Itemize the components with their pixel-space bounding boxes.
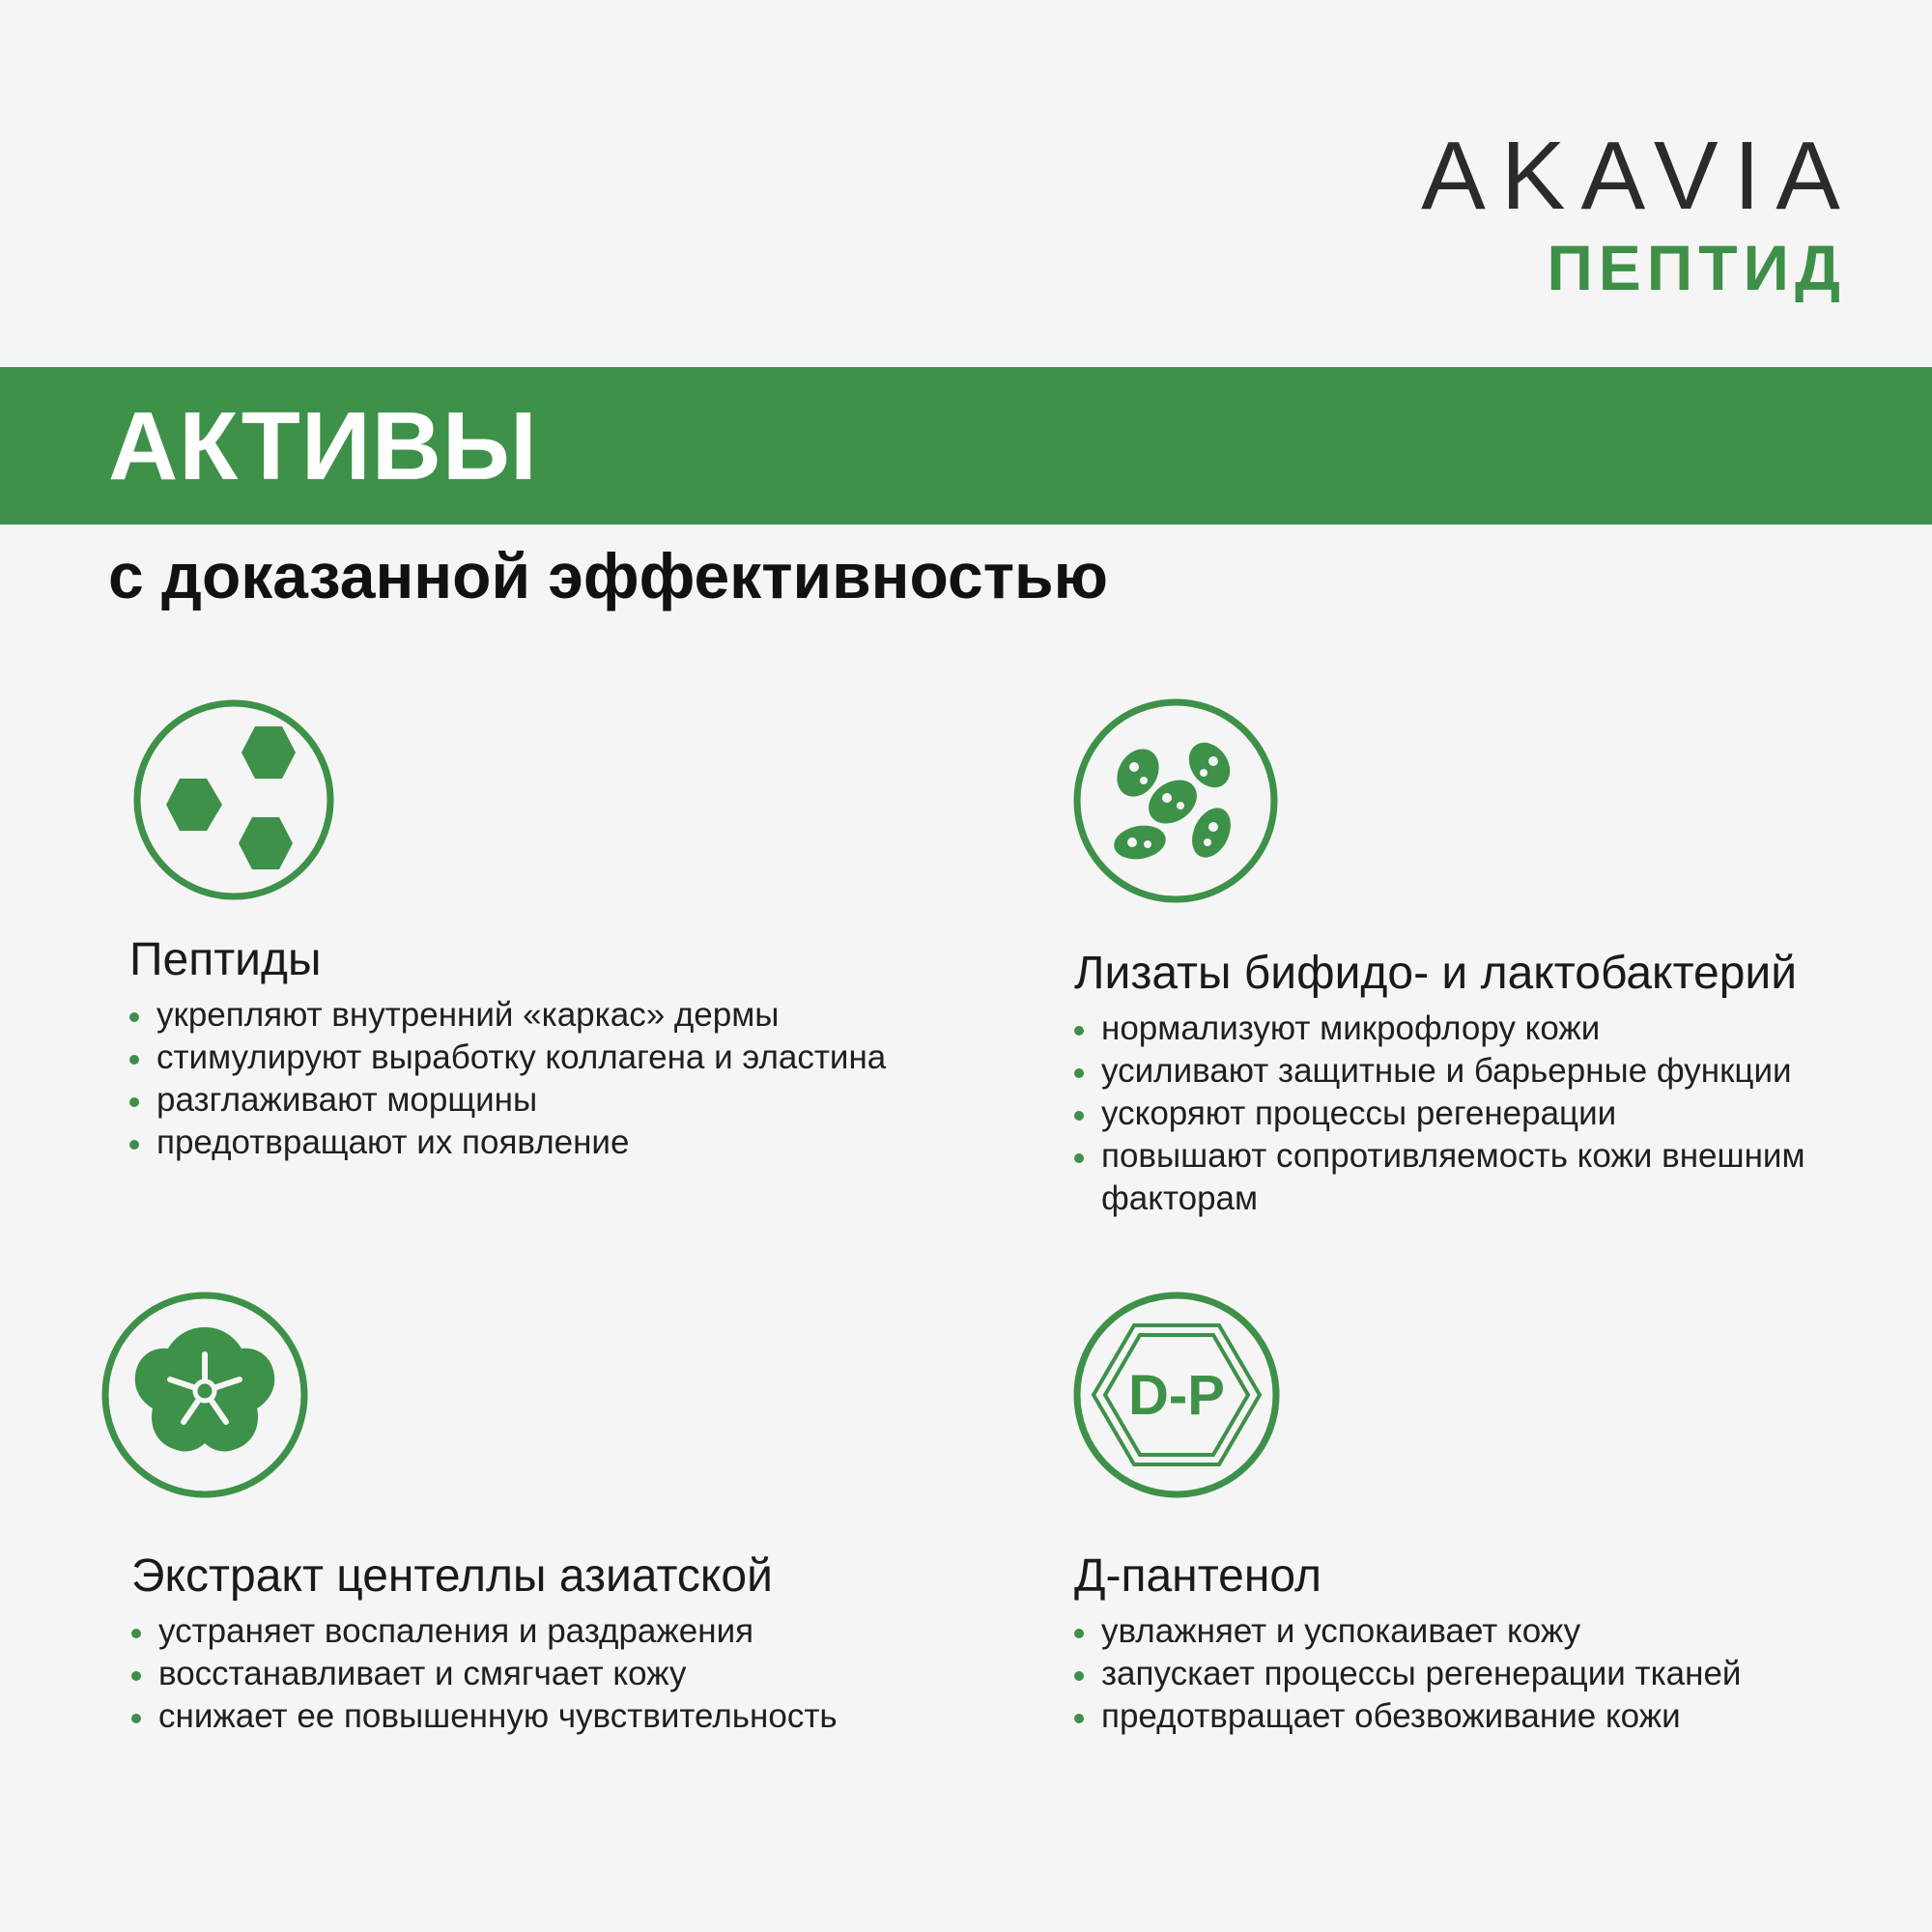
- bullet-icon: [129, 1097, 139, 1107]
- list-item: усиливают защитные и барьерные функции: [1074, 1050, 1805, 1093]
- bullet-icon: [1074, 1714, 1084, 1723]
- list-item: ускоряют процессы регенерации: [1074, 1093, 1805, 1135]
- bullet-icon: [1074, 1026, 1084, 1036]
- page-subtitle: с доказанной эффективностью: [108, 540, 1108, 611]
- bullet-icon: [129, 1012, 139, 1022]
- benefit-list: [129, 994, 886, 1164]
- card-centella: [131, 1549, 838, 1738]
- benefit-list: [131, 1610, 838, 1738]
- list-item: устраняет воспаления и раздражения: [131, 1610, 838, 1653]
- bullet-icon: [131, 1671, 141, 1681]
- benefit-list: [1074, 1610, 1741, 1738]
- title-banner: [0, 367, 1932, 525]
- brand-name: AKAVIA: [1421, 122, 1856, 230]
- bullet-icon: [1074, 1111, 1084, 1121]
- bullet-icon: [1074, 1153, 1084, 1163]
- list-item: повышают сопротивляемость кожи внешним: [1074, 1135, 1805, 1178]
- list-item: укрепляют внутренний «каркас» дермы: [129, 994, 886, 1037]
- card-title: Пептиды: [129, 934, 322, 985]
- list-item: предотвращает обезвоживание кожи: [1074, 1695, 1741, 1738]
- bullet-icon: [131, 1714, 141, 1723]
- bullet-icon: [131, 1629, 141, 1638]
- card-peptides: [129, 933, 886, 1164]
- list-item: стимулируют выработку коллагена и эластина: [129, 1037, 886, 1079]
- card-title: Лизаты бифидо- и лактобактерий: [1074, 948, 1798, 999]
- card-lysates: [1074, 947, 1805, 1220]
- list-item: запускает процессы регенерации тканей: [1074, 1653, 1741, 1695]
- bullet-icon: [129, 1140, 139, 1150]
- bullet-icon: [1074, 1671, 1084, 1681]
- list-item: предотвращают их появление: [129, 1122, 886, 1164]
- brand-subline: ПЕПТИД: [1547, 232, 1846, 303]
- card-title: Д-пантенол: [1074, 1550, 1321, 1602]
- d-panthenol-label: D-P: [1128, 1364, 1225, 1427]
- bacteria-icon: [1072, 697, 1279, 904]
- list-item: разглаживают морщины: [129, 1079, 886, 1122]
- list-item: нормализуют микрофлору кожи: [1074, 1008, 1805, 1050]
- benefit-list: [1074, 1008, 1805, 1220]
- hexagons-icon: [131, 697, 336, 902]
- list-item-continuation: факторам: [1101, 1179, 1259, 1218]
- bullet-icon: [1074, 1068, 1084, 1078]
- bullet-icon: [1074, 1629, 1084, 1638]
- bullet-icon: [129, 1055, 139, 1065]
- d-panthenol-icon: [1072, 1291, 1281, 1499]
- card-title: Экстракт центеллы азиатской: [131, 1550, 773, 1602]
- brand-logo: [1421, 122, 1856, 303]
- list-item: увлажняет и успокаивает кожу: [1074, 1610, 1741, 1653]
- page-title: АКТИВЫ: [108, 392, 538, 500]
- list-item: снижает ее повышенную чувствительность: [131, 1695, 838, 1738]
- card-d-panthenol: [1074, 1549, 1741, 1738]
- list-item: восстанавливает и смягчает кожу: [131, 1653, 838, 1695]
- centella-flower-icon: [100, 1291, 309, 1499]
